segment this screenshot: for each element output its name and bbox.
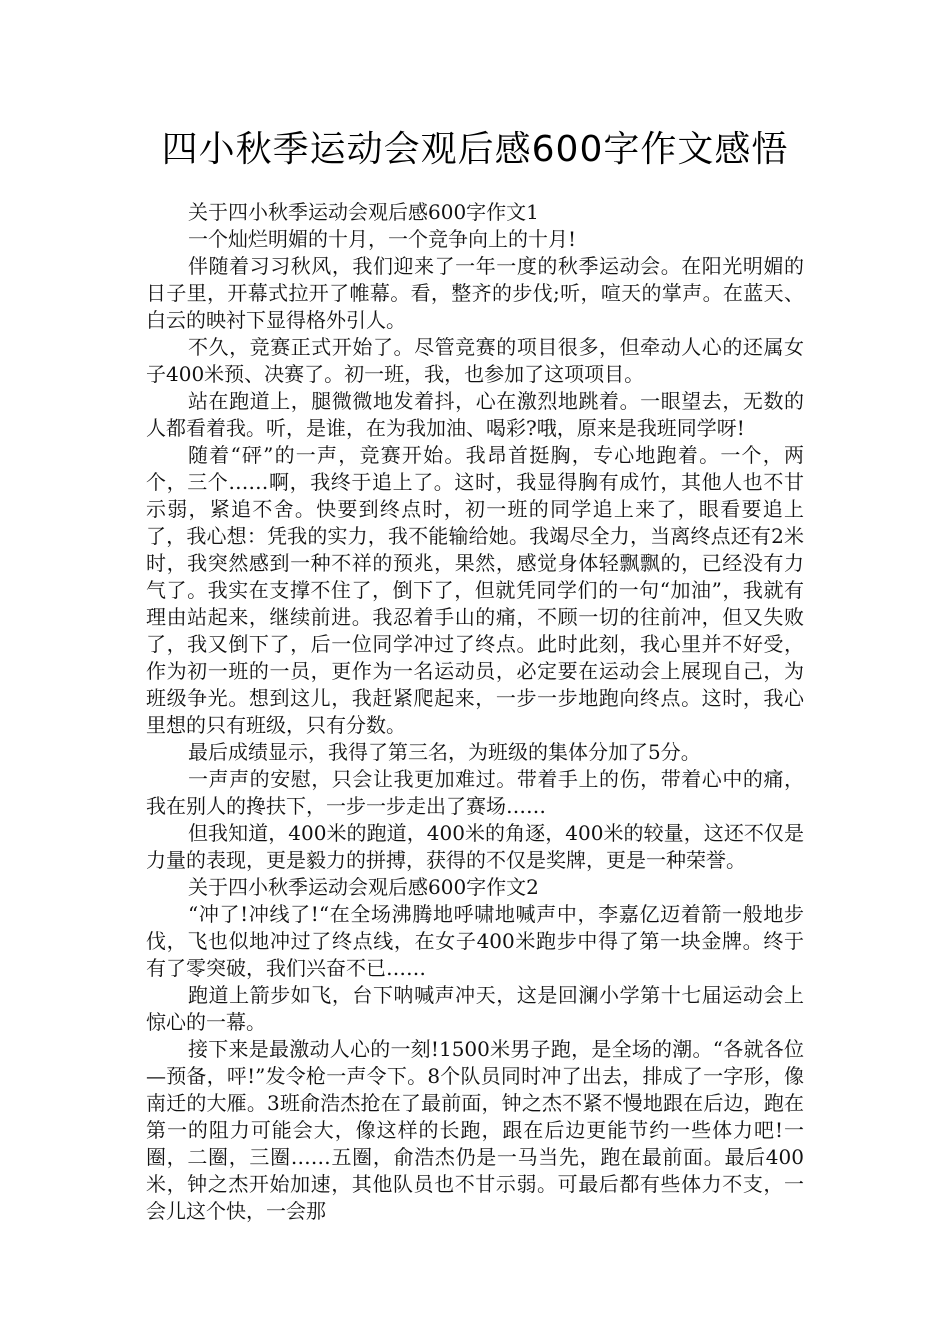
document-body [146, 199, 804, 1225]
paragraph: 一声声的安慰，只会让我更加难过。带着手上的伤，带着心中的痛，我在别人的搀扶下，一步一步走出了赛场…… [146, 767, 804, 818]
paragraph: 但我知道，400米的跑道，400米的角逐，400米的较量，这还不仅是力量的表现，更是毅力的拼搏，获得的不仅是奖牌，更是一种荣誉。 [146, 821, 804, 872]
paragraph: 随着“砰”的一声，竞赛开始。我昂首挺胸，专心地跑着。一个，两个，三个……啊，我终于追上了。这时，我显得胸有成竹，其他人也不甘示弱，紧追不舍。快要到终点时，初一班的同学追上来了，眼看要追上了，我心想：凭我的实力，我不能输给她。我竭尽全力，当离终点还有2米时，我突然感到一种不祥的预兆，果然，感觉身体轻飘飘的，已经没有力气了。我实在支撑不住了，倒下了，但就凭同学们的一句“加油”，我就有理由站起来，继续前进。我忍着手山的痛，不顾一切的往前冲，但又失败了，我又倒下了，后一位同学冲过了终点。此时此刻，我心里并不好受，作为初一班的一员，更作为一名运动员，必定要在运动会上展现自己，为班级争光。想到这儿，我赶紧爬起来，一步一步地跑向终点。这时，我心里想的只有班级，只有分数。 [146, 443, 804, 737]
paragraph-subtitle-2: 关于四小秋季运动会观后感600字作文2 [188, 875, 539, 899]
paragraph: 最后成绩显示，我得了第三名，为班级的集体分加了5分。 [188, 740, 701, 764]
paragraph: 伴随着习习秋风，我们迎来了一年一度的秋季运动会。在阳光明媚的日子里，开幕式拉开了帷幕。看，整齐的步伐;听，喧天的掌声。在蓝天、白云的映衬下显得格外引人。 [146, 254, 804, 332]
paragraph: 跑道上箭步如飞，台下呐喊声冲天，这是回澜小学第十七届运动会上惊心的一幕。 [146, 983, 804, 1034]
document-title: 四小秋季运动会观后感600字作文感悟 [161, 129, 789, 170]
paragraph: 站在跑道上，腿微微地发着抖，心在激烈地跳着。一眼望去，无数的人都看着我。听，是谁，在为我加油、喝彩?哦，原来是我班同学呀! [146, 389, 804, 440]
paragraph: “冲了!冲线了!“在全场沸腾地呼啸地喊声中，李嘉亿迈着箭一般地步伐，飞也似地冲过了终点线，在女子400米跑步中得了第一块金牌。终于有了零突破，我们兴奋不已…… [146, 902, 804, 980]
paragraph: 接下来是最激动人心的一刻!1500米男子跑，是全场的潮。“各就各位—预备，呯!”发令枪一声令下。8个队员同时冲了出去，排成了一字形，像南迁的大雁。3班俞浩杰抢在了最前面，钟之杰不紧不慢地跟在后边，跑在第一的阻力可能会大，像这样的长跑，跟在后边更能节约一些体力吧!一圈，二圈，三圈……五圈，俞浩杰仍是一马当先，跑在最前面。最后400米，钟之杰开始加速，其他队员也不甘示弱。可最后都有些体力不支，一会儿这个快，一会那 [146, 1037, 804, 1223]
paragraph: 一个灿烂明媚的十月，一个竞争向上的十月! [188, 227, 577, 251]
paragraph: 不久，竞赛正式开始了。尽管竞赛的项目很多，但牵动人心的还属女子400米预、决赛了。初一班，我，也参加了这项项目。 [146, 335, 804, 386]
paragraph-subtitle-1: 关于四小秋季运动会观后感600字作文1 [188, 200, 539, 224]
